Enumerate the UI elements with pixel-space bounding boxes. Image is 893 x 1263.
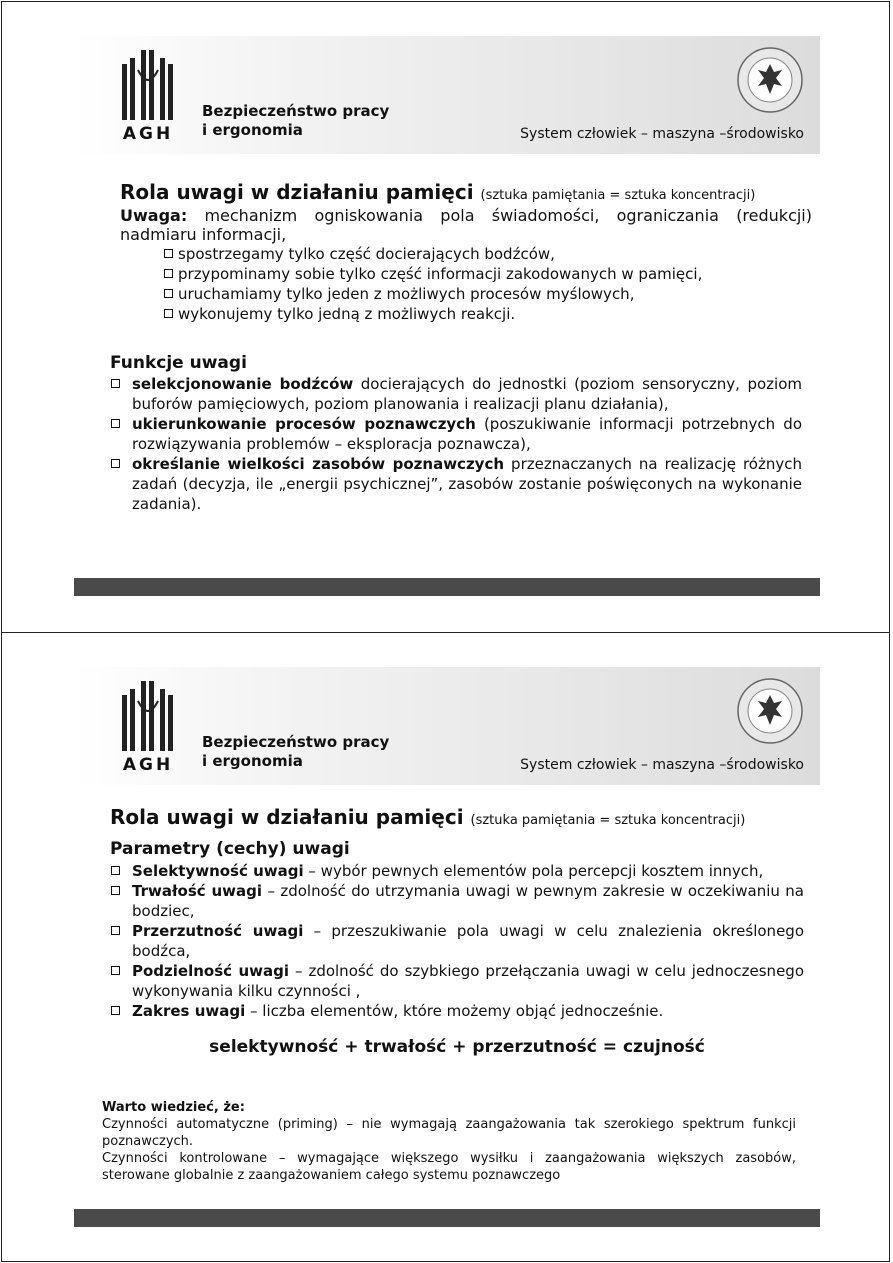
params-list: [110, 861, 804, 1021]
slide-footer-bar: [74, 578, 820, 596]
note-paragraph-2: Czynności kontrolowane – wymagające większego wysiłku i zaangażowania większych zasobów, sterowane globalnie z zaangażowaniem całego systemu poznawczego: [102, 1151, 796, 1183]
list-item: spostrzegamy tylko część docierających bodźców,: [142, 244, 812, 264]
agh-logo: [118, 681, 178, 781]
eagle-seal-icon: [736, 46, 804, 114]
slide1-title-main: Rola uwagi w działaniu pamięci: [120, 180, 474, 204]
list-item: wykonujemy tylko jedną z możliwych reakcji.: [142, 304, 812, 324]
list-item: określanie wielkości zasobów poznawczych przeznaczanych na realizację różnych zadań (decyzja, ile „energii psychicznej”, zasobów zostanie poświęconych na wykonanie zadania).: [110, 454, 802, 514]
slide-1: [1, 1, 890, 633]
note-heading: Warto wiedzieć, że:: [102, 1100, 245, 1115]
agh-logo-icon: [118, 50, 178, 122]
list-item: Trwałość uwagi – zdolność do utrzymania uwagi w pewnym zakresie w oczekiwaniu na bodziec,: [110, 881, 804, 921]
note-paragraph-1: Czynności automatyczne (priming) – nie wymagają zaangażowania tak szerokiego spektrum funkcji poznawczych.: [102, 1117, 796, 1149]
checkbox-bullet-icon: [111, 419, 120, 428]
formula: selektywność + trwałość + przerzutność = czujność: [209, 1037, 705, 1057]
slide-header: [74, 36, 820, 154]
topic-title: System człowiek – maszyna –środowisko: [520, 757, 804, 773]
list-item: Selektywność uwagi – wybór pewnych elementów pola percepcji kosztem innych,: [110, 861, 804, 881]
slide1-title-sub: (sztuka pamiętania = sztuka koncentracji): [480, 188, 756, 203]
list-item: selekcjonowanie bodźców docierających do jednostki (poziom sensoryczny, poziom buforów pamięciowych, poziom planowania i realizacji planu działania),: [110, 374, 802, 414]
checkbox-bullet-icon: [111, 379, 120, 388]
functions-section: [110, 352, 802, 514]
slide-footer-bar: [74, 1209, 820, 1227]
definition-term: Uwaga:: [120, 206, 188, 225]
topic-title: System człowiek – maszyna –środowisko: [520, 126, 804, 142]
attention-effects-list: [120, 244, 812, 324]
list-item: ukierunkowanie procesów poznawczych (poszukiwanie informacji potrzebnych do rozwiązywania problemów – eksploracja poznawcza),: [110, 414, 802, 454]
list-item: Podzielność uwagi – zdolność do szybkiego przełączania uwagi w celu jednoczesnego wykonywania kilku czynności ,: [110, 961, 804, 1001]
slide-header: [74, 667, 820, 785]
faculty-seal: [736, 46, 804, 114]
checkbox-bullet-icon: [164, 249, 173, 258]
agh-logo-icon: [118, 681, 178, 753]
list-item: Przerzutność uwagi – przeszukiwanie pola uwagi w celu znalezienia określonego bodźca,: [110, 921, 804, 961]
functions-heading: Funkcje uwagi: [110, 353, 247, 373]
agh-logo-text: AGH: [122, 124, 174, 144]
faculty-seal: [736, 677, 804, 745]
slide2-title-main: Rola uwagi w działaniu pamięci: [110, 805, 464, 829]
functions-list: [110, 374, 802, 514]
checkbox-bullet-icon: [111, 459, 120, 468]
checkbox-bullet-icon: [164, 309, 173, 318]
course-title-line1: Bezpieczeństwo pracy: [202, 102, 390, 120]
course-title-line2: i ergonomia: [202, 121, 303, 139]
checkbox-bullet-icon: [111, 926, 120, 935]
slide2-title: [110, 803, 804, 835]
definition: [120, 206, 812, 244]
note-section: [102, 1099, 796, 1184]
slide2-body: [110, 803, 804, 1057]
slide-2: [1, 632, 890, 1262]
slide1-title: [120, 182, 812, 206]
agh-logo-text: AGH: [122, 755, 174, 775]
list-item: Zakres uwagi – liczba elementów, które możemy objąć jednocześnie.: [110, 1001, 804, 1021]
course-title-line1: Bezpieczeństwo pracy: [202, 733, 390, 751]
checkbox-bullet-icon: [164, 269, 173, 278]
checkbox-bullet-icon: [164, 289, 173, 298]
list-item: uruchamiamy tylko jeden z możliwych procesów myślowych,: [142, 284, 812, 304]
course-title: [202, 102, 389, 140]
params-heading: Parametry (cechy) uwagi: [110, 839, 350, 859]
course-title-line2: i ergonomia: [202, 752, 303, 770]
checkbox-bullet-icon: [111, 886, 120, 895]
slide1-body: [120, 182, 812, 324]
agh-logo: [118, 50, 178, 150]
definition-text: mechanizm ogniskowania pola świadomości, ograniczania (redukcji) nadmiaru informacji,: [120, 206, 812, 244]
course-title: [202, 733, 389, 771]
eagle-seal-icon: [736, 677, 804, 745]
checkbox-bullet-icon: [111, 966, 120, 975]
list-item: przypominamy sobie tylko część informacji zakodowanych w pamięci,: [142, 264, 812, 284]
slide2-title-sub: (sztuka pamiętania = sztuka koncentracji): [470, 813, 746, 828]
checkbox-bullet-icon: [111, 866, 120, 875]
checkbox-bullet-icon: [111, 1006, 120, 1015]
